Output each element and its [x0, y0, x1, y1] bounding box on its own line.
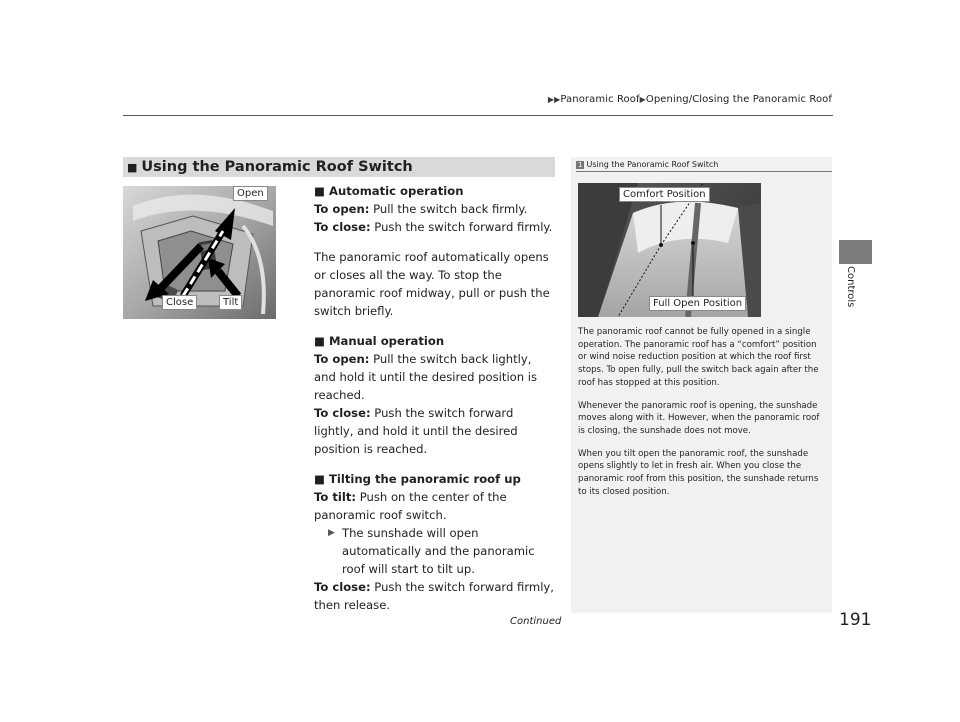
manual-open-line: To open: Pull the switch back lightly, and hold it until the desired position is reached. [314, 352, 538, 402]
side-note-paragraph: When you tilt open the panoramic roof, the sunshade opens slightly to let in fresh air. When you close the panoramic roof from this position, the sunshade returns to its closed position. [578, 448, 819, 497]
auto-open-line: To open: Pull the switch back firmly. [314, 202, 528, 216]
breadcrumb [548, 94, 832, 105]
section-marker: ■ [127, 160, 138, 174]
side-note-text [578, 326, 828, 508]
roof-photo [578, 183, 761, 317]
header-rule [123, 115, 833, 116]
section-heading [123, 157, 555, 177]
note-arrow-icon: ▶ [328, 528, 335, 538]
side-note-rule [576, 171, 832, 172]
tilt-label: Tilt [219, 295, 242, 310]
switch-photo [123, 186, 276, 319]
switch-illustration [123, 186, 276, 319]
tilt-line: To tilt: Push on the center of the panoramic roof switch. [314, 490, 507, 522]
full-open-position-callout: Full Open Position [649, 296, 746, 311]
breadcrumb-item-opening-closing: Opening/Closing the Panoramic Roof [645, 94, 832, 105]
automatic-operation-heading: ■ Automatic operation [314, 184, 464, 198]
open-label: Open [233, 186, 268, 201]
tilt-heading: ■ Tilting the panoramic roof up [314, 472, 521, 486]
side-note-panel [571, 157, 832, 613]
chapter-tab-label: Controls [845, 266, 856, 308]
section-title: Using the Panoramic Roof Switch [141, 159, 413, 175]
tilt-note: ▶ The sunshade will open automatically and the panoramic roof will start to tilt up. [328, 526, 535, 576]
main-content [314, 182, 554, 614]
comfort-position-callout: Comfort Position [619, 187, 710, 202]
side-note-paragraph: Whenever the panoramic roof is opening, the sunshade moves along with it. However, when the panoramic roof is closing, the sunshade does not move. [578, 400, 820, 436]
manual-close-line: To close: Push the switch forward lightly, and hold it until the desired position is reached. [314, 406, 518, 456]
tilt-close-line: To close: Push the switch forward firmly, then release. [314, 580, 554, 612]
breadcrumb-arrow-icon: ▶ [639, 95, 646, 104]
close-label: Close [162, 295, 197, 310]
breadcrumb-arrow-icon: ▶▶ [547, 95, 561, 104]
side-note-heading: 1 Using the Panoramic Roof Switch [578, 160, 719, 169]
auto-description: The panoramic roof automatically opens or closes all the way. To stop the panoramic roof midway, pull or push the switch briefly. [314, 250, 550, 318]
continued-label: Continued [510, 616, 562, 627]
side-note-paragraph: The panoramic roof cannot be fully opened in a single operation. The panoramic roof has a “comfort” position or wind noise reduction position at which the roof first stops. To open fully, pull the switch back again after the roof has stopped at this position. [578, 327, 819, 388]
auto-close-line: To close: Push the switch forward firmly. [314, 220, 553, 234]
side-note-marker: 1 [578, 161, 583, 169]
chapter-tab [839, 240, 872, 264]
manual-operation-heading: ■ Manual operation [314, 334, 445, 348]
breadcrumb-item-panoramic-roof: Panoramic Roof [560, 94, 640, 105]
page-number: 191 [839, 610, 872, 630]
